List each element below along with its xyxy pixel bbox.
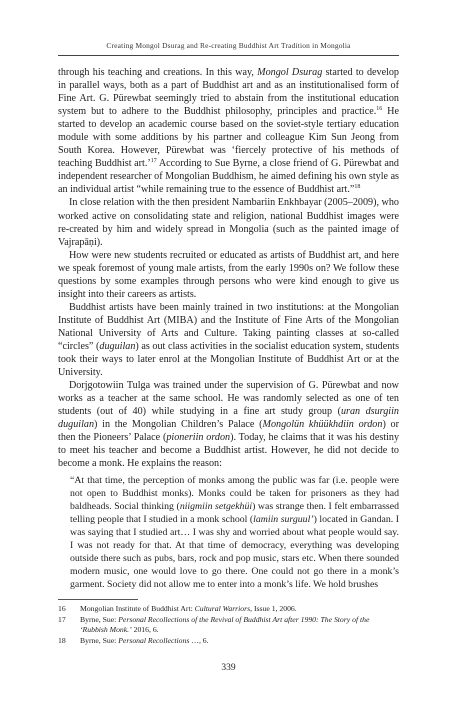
text-run: …, 6.	[189, 636, 209, 645]
footnote-number: 18	[58, 636, 66, 645]
text-run: started to develop in parallel ways, both as a part of Buddhist art and as an institutionalised form of Fine Art. G. Pürewbat seemingly tried to abstain from the institutional education system but to adhere to the Buddhist philosophy, principles and practice.	[58, 67, 399, 118]
text-run: ) as out class activities in the socialist education system, students took their ways to later enrol at the Mongolian Institute of Buddhist Art or at the University.	[58, 340, 400, 379]
text-run: ) or then the Pioneers’ Palace (	[58, 419, 399, 444]
text-run: Byrne, Sue:	[80, 615, 119, 624]
header-rule	[58, 55, 399, 56]
running-head	[58, 41, 399, 50]
text-run: 2016, 6.	[131, 625, 159, 634]
paragraph	[58, 301, 399, 379]
text-run: through his teaching and creations. In this way,	[58, 67, 258, 78]
footnote-marker: 16	[376, 106, 383, 113]
text-run: Dorjgotowiin Tulga was trained under the supervision of G. Pürewbat and now works as a teacher at the same school. He was randomly selected as one of ten students (out of 40) while studying in a fine art study group (	[58, 380, 399, 418]
italic-text: Mongolün khüükhdiin ordon	[262, 419, 383, 431]
paragraph	[58, 379, 399, 470]
text-run: “At that time, the perception of monks among the public was far (i.e. people were not open to Buddhist monks). Monks could be taken for prisoners as they had baldheads. Social thinking (	[70, 475, 399, 513]
text-run: In close relation with the then president Nambariin Enkhbayar (2005–2009), who worked active on consolidating state and religion, national Buddhist images were re-created by him and widely spread in Mongolia (such as the painted image of Vajrapāṇi).	[58, 197, 399, 248]
running-head-text: Creating Mongol Dsurag and Re-creating Buddhist Art Tradition in Mongolia	[106, 41, 351, 50]
block-quote	[70, 475, 399, 592]
text-run: Byrne, Sue:	[80, 636, 119, 645]
body-text	[58, 66, 399, 592]
text-run: ) located in Gandan. I was saying that I studied art… I was shy and worried about what people would say. I was not ready for that. At that time of democracy, everything was developing outside there such as pubs, bars, rock and pop music, stars etc. When there sounded modern music, one would love to go there. One could not go there in a monk’s garment. Society did not allow me to enter into a monk’s life. We hold brushes	[70, 514, 399, 591]
text-run: ). Today, he claims that it was his destiny to meet his teacher and become a Buddhist artist. However, he did not decide to become a monk. He explains the reason:	[58, 432, 400, 470]
footnote-number: 17	[58, 615, 66, 624]
footnote-marker: 18	[354, 184, 361, 191]
italic-text: Mongol Dsurag	[257, 67, 323, 78]
text-run: ) in the Mongolian Children’s Palace (	[94, 419, 263, 431]
italic-text: lamiin surguul’	[253, 514, 314, 526]
text-run: ) was strange then. I felt embarrassed telling people that I studied in a monk school (	[70, 501, 399, 526]
footnotes	[58, 604, 399, 647]
text-run: According to Sue Byrne, a close friend of G. Pürewbat and independent researcher of Mongolian Buddhism, he aimed defining his own style as an individual artist “while remaining true to the essence of Buddhist art.”	[58, 158, 399, 196]
text-run: How were new students recruited or educated as artists of Buddhist art, and here we speak foremost of young male artists, from the early 1990s on? We follow these questions by some examples through persons who were kind enough to give us insight into their careers as artists.	[58, 249, 399, 300]
page-number: 339	[221, 663, 236, 673]
paragraph	[58, 196, 399, 248]
italic-text: Personal Recollections	[118, 636, 190, 645]
text-run: He started to develop an academic course based on the soviet-style tertiary education module with some additions by his partner and colleague Kim Sun Jeong from South Korea. However, Pürewbat was ‘fiercely protective of his methods of teaching Buddhist art.’	[58, 106, 399, 170]
italic-text: Cultural Warriors	[194, 604, 251, 613]
footnote-rule	[58, 599, 138, 600]
italic-text: niigmiin setgekhüi	[179, 501, 253, 513]
italic-text: duguilan	[99, 340, 136, 352]
footnote-marker: 17	[150, 158, 157, 165]
text-run: , Issue 1, 2006.	[250, 604, 297, 613]
footnote-number: 16	[58, 604, 66, 613]
footnote-text	[80, 604, 399, 614]
paragraph	[58, 66, 399, 196]
footnote	[58, 636, 399, 646]
paragraph	[58, 249, 399, 301]
footnote	[58, 604, 399, 614]
footnote	[58, 615, 399, 635]
italic-text: Personal Recollections of the Revival of Buddhist Art after 1990: The Story of the ‘Rubbish Monk.’	[80, 615, 370, 634]
footnote-text	[80, 636, 399, 646]
italic-text: pioneriin ordon	[166, 432, 231, 444]
footnote-text	[80, 615, 399, 635]
text-run: Buddhist artists have been mainly trained in two institutions: at the Mongolian Institute of Buddhist Art (MIBA) and the Institute of Fine Arts of the Mongolian National University of Arts and Culture. Taking painting classes at so-called “circles” (	[58, 301, 399, 352]
text-run: Mongolian Institute of Buddhist Art:	[80, 604, 195, 613]
italic-text: uran dsurgiin duguilan	[58, 406, 399, 431]
